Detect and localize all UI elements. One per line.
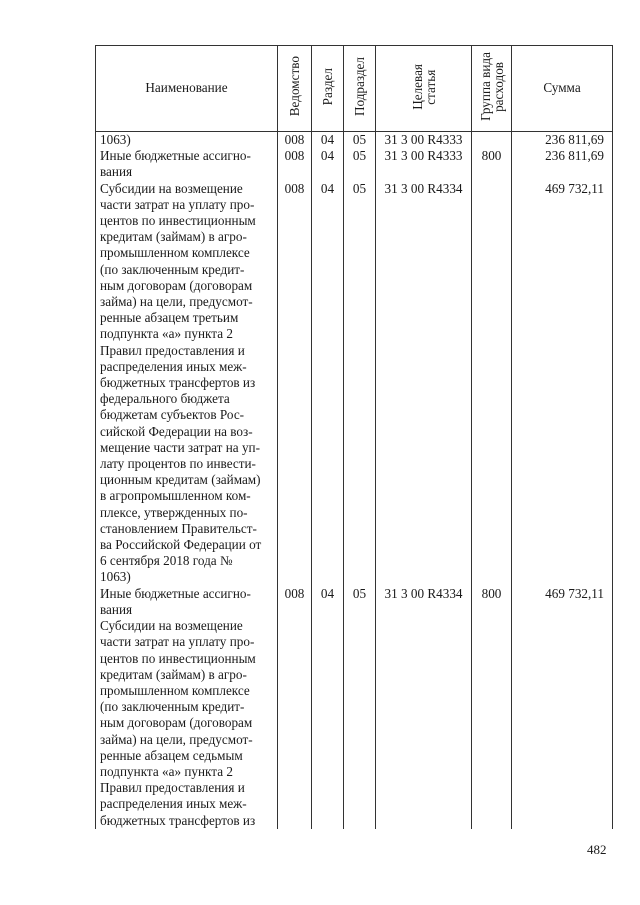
table-row — [96, 618, 613, 829]
row-name-line: Иные бюджетные ассигно- — [100, 148, 251, 164]
table-header-row — [96, 46, 613, 132]
row-name-line: ным договорам (договорам — [100, 277, 253, 293]
row-section-cell: 04 — [312, 148, 344, 180]
row-name-line: подпункта «а» пункта 2 — [100, 326, 233, 342]
row-name-line: ным договорам (договорам — [100, 715, 253, 731]
row-name-line: бюджетных трансфертов из — [100, 375, 256, 391]
row-name-line: части затрат на уплату про- — [100, 196, 255, 212]
row-name-line: (по заключенным кредит- — [100, 699, 245, 715]
row-department-cell: 008 — [278, 132, 312, 149]
header-expense-group-line-2: расходов — [490, 61, 506, 112]
header-name — [96, 46, 278, 132]
header-amount-label: Сумма — [543, 80, 581, 96]
row-name-line: федерального бюджета — [100, 391, 230, 407]
row-name-line: ренные абзацем третьим — [100, 310, 239, 326]
row-section-cell: 04 — [312, 132, 344, 149]
row-target-cell: 31 3 00 R4333 — [376, 148, 472, 180]
page-number: 482 — [587, 842, 607, 857]
table-row — [96, 148, 613, 180]
row-subsection-cell: 05 — [344, 181, 376, 586]
row-subsection-cell: 05 — [344, 148, 376, 180]
header-department-label: Ведомство — [287, 56, 302, 117]
row-name-line: в агропромышленном ком- — [100, 488, 251, 504]
row-name-line: ренные абзацем седьмым — [100, 747, 243, 763]
row-section-cell: 04 — [312, 586, 344, 618]
row-name-line: Правил предоставления и — [100, 342, 245, 358]
row-department-cell: 008 — [278, 148, 312, 180]
row-department-cell — [278, 618, 312, 829]
row-name-line: займа) на цели, предусмот- — [100, 294, 253, 310]
header-section — [312, 46, 344, 132]
row-name-line: становлением Правительст- — [100, 520, 257, 536]
header-target-line-2: статья — [422, 68, 438, 104]
row-name-line: подпункта «а» пункта 2 — [100, 763, 233, 779]
row-name-cell — [96, 586, 278, 618]
header-target-line-1: Целевая — [409, 63, 425, 110]
row-name-line: сийской Федерации на воз- — [100, 423, 253, 439]
row-section-cell — [312, 618, 344, 829]
row-name-cell — [96, 148, 278, 180]
row-expense-group-cell — [472, 618, 512, 829]
row-name-line: бюджетных трансфертов из — [100, 812, 256, 828]
header-name-label: Наименование — [145, 80, 228, 96]
row-name-line: вания — [100, 601, 133, 617]
row-department-cell: 008 — [278, 586, 312, 618]
row-name-line: 6 сентября 2018 года № — [100, 553, 233, 569]
row-name-line: Субсидии на возмещение — [100, 180, 243, 196]
row-expense-group-cell — [472, 132, 512, 149]
row-name-line: распределения иных меж- — [100, 358, 247, 374]
row-amount-cell — [512, 618, 613, 829]
row-name-line: вания — [100, 164, 133, 180]
header-department — [278, 46, 312, 132]
header-expense-group — [472, 46, 512, 132]
row-expense-group-cell: 800 — [472, 586, 512, 618]
row-amount-cell: 236 811,69 — [512, 132, 613, 149]
table-row — [96, 181, 613, 586]
header-target-label — [411, 64, 437, 110]
row-section-cell: 04 — [312, 181, 344, 586]
row-target-cell: 31 3 00 R4334 — [376, 586, 472, 618]
row-name-line: центов по инвестиционным — [100, 213, 256, 229]
header-section-label: Раздел — [320, 67, 335, 106]
row-name-line: ва Российской Федерации от — [100, 537, 262, 553]
row-name-line: части затрат на уплату про- — [100, 634, 255, 650]
row-amount-cell: 469 732,11 — [512, 586, 613, 618]
row-name-line: ционным кредитам (займам) — [100, 472, 261, 488]
row-amount-cell: 236 811,69 — [512, 148, 613, 180]
row-name-line: бюджетам субъектов Рос- — [100, 407, 245, 423]
budget-table — [95, 45, 613, 829]
row-subsection-cell: 05 — [344, 132, 376, 149]
row-name-line: плексе, утвержденных по- — [100, 504, 248, 520]
row-name-line: (по заключенным кредит- — [100, 261, 245, 277]
table-row — [96, 132, 613, 149]
row-name-line: лату процентов по инвести- — [100, 456, 256, 472]
row-name-line: 1063) — [100, 132, 131, 147]
row-name-line: Субсидии на возмещение — [100, 618, 243, 634]
row-expense-group-cell — [472, 181, 512, 586]
row-name-line: Иные бюджетные ассигно- — [100, 585, 251, 601]
row-department-cell: 008 — [278, 181, 312, 586]
header-subsection-label: Подраздел — [352, 56, 367, 116]
header-target — [376, 46, 472, 132]
table-row — [96, 586, 613, 618]
row-name-line: центов по инвестиционным — [100, 650, 256, 666]
row-name-line: промышленном комплексе — [100, 245, 250, 261]
row-name-line: Правил предоставления и — [100, 780, 245, 796]
row-name-line: распределения иных меж- — [100, 796, 247, 812]
row-name-line: мещение части затрат на уп- — [100, 439, 260, 455]
row-name-cell — [96, 132, 278, 149]
row-subsection-cell — [344, 618, 376, 829]
header-expense-group-label — [479, 52, 505, 121]
row-target-cell: 31 3 00 R4334 — [376, 181, 472, 586]
row-name-line: 1063) — [100, 569, 131, 585]
header-amount — [512, 46, 613, 132]
row-name-cell — [96, 618, 278, 829]
row-name-cell — [96, 181, 278, 586]
header-subsection — [344, 46, 376, 132]
row-name-line: кредитам (займам) в агро- — [100, 666, 247, 682]
row-name-line: промышленном комплексе — [100, 682, 250, 698]
row-target-cell: 31 3 00 R4333 — [376, 132, 472, 149]
row-expense-group-cell: 800 — [472, 148, 512, 180]
row-name-line: кредитам (займам) в агро- — [100, 229, 247, 245]
row-amount-cell: 469 732,11 — [512, 181, 613, 586]
header-expense-group-line-1: Группа вида — [477, 51, 493, 121]
row-target-cell — [376, 618, 472, 829]
row-name-line: займа) на цели, предусмот- — [100, 731, 253, 747]
row-subsection-cell: 05 — [344, 586, 376, 618]
